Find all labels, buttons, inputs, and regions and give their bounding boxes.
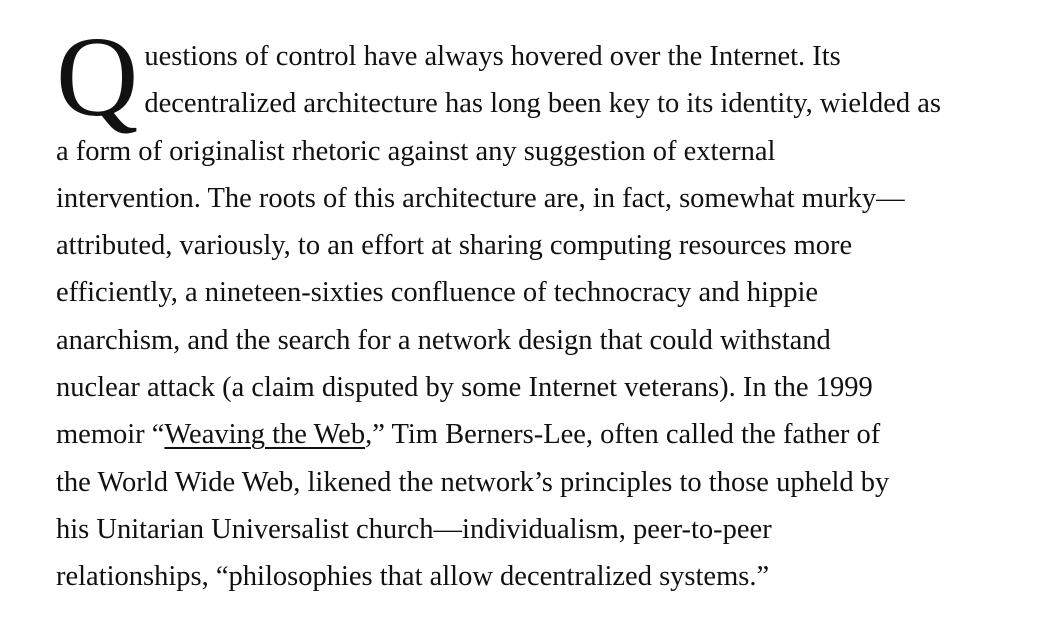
paragraph-line: nuclear attack (a claim disputed by some Internet veterans). In the 1999	[56, 372, 873, 404]
paragraph-line: relationships, “philosophies that allow decentralized systems.”	[56, 561, 770, 593]
link-suffix-text: ,” Tim Berners-Lee, often called the father of	[365, 419, 881, 451]
paragraph-line: the World Wide Web, likened the network’s principles to those upheld by	[56, 466, 890, 498]
paragraph-line: decentralized architecture has long been key to its identity, wielded as	[144, 88, 941, 120]
article-body	[56, 13, 1016, 601]
drop-cap: Q	[56, 13, 139, 140]
link-prefix-text: memoir “	[56, 419, 165, 451]
weaving-the-web-link[interactable]: Weaving the Web	[164, 419, 366, 451]
paragraph-line-with-link	[56, 411, 1016, 458]
paragraph-line: his Unitarian Universalist church—individualism, peer-to-peer	[56, 513, 772, 545]
paragraph-line: attributed, variously, to an effort at sharing computing resources more	[56, 230, 853, 262]
paragraph-line: anarchism, and the search for a network design that could withstand	[56, 324, 831, 356]
paragraph-line: intervention. The roots of this architecture are, in fact, somewhat murky—	[56, 182, 905, 214]
paragraph-line: uestions of control have always hovered over the Internet. Its	[144, 41, 841, 72]
paragraph	[56, 13, 1016, 601]
paragraph-line: efficiently, a nineteen-sixties confluence of technocracy and hippie	[56, 277, 819, 309]
paragraph-line: a form of originalist rhetoric against any suggestion of external	[56, 135, 776, 167]
